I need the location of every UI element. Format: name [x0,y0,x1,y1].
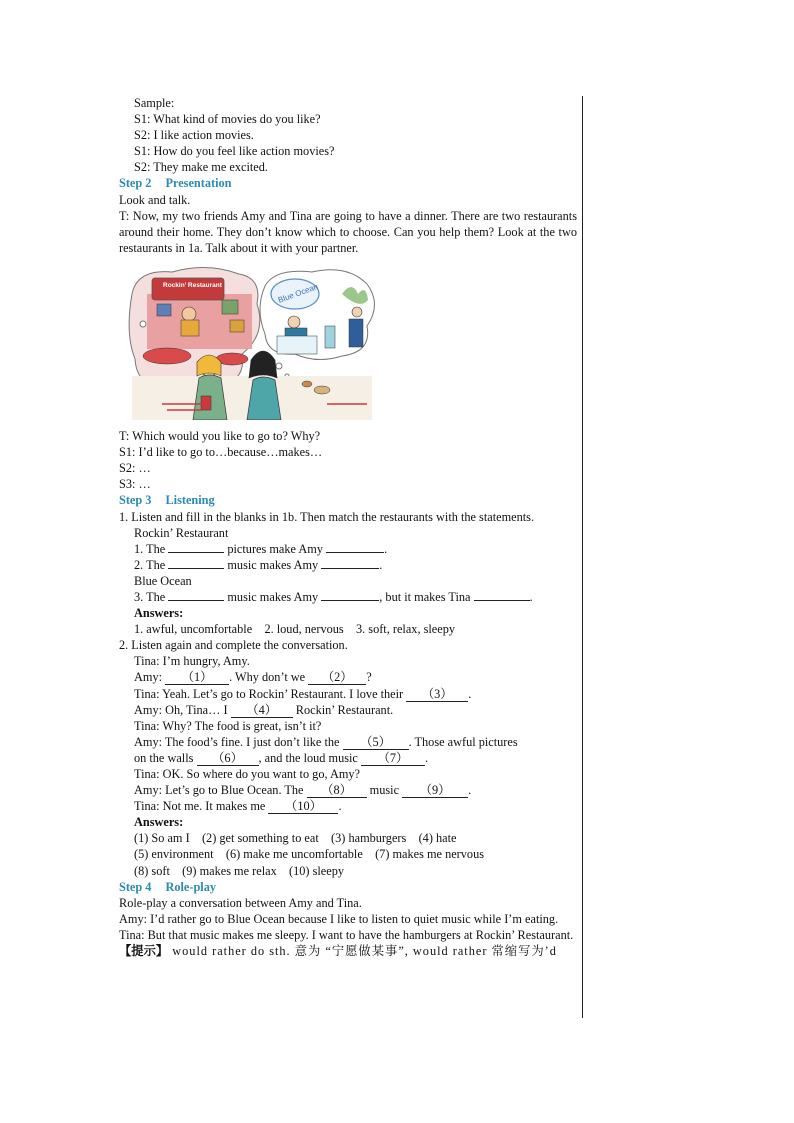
dialogue-line: S1: I’d like to go to…because…makes… [119,445,323,460]
conversation-line: Tina: OK. So where do you want to go, Amy? [134,767,361,781]
conversation-line: on the walls （6） , and the loud music （7） . [134,750,429,765]
step3-title: Listening [165,493,215,508]
step4-instruction: Role-play a conversation between Amy and Tina. [119,895,362,910]
conversation-line: Tina: Not me. It makes me （10） . [134,799,342,814]
blank-4: （4） [231,704,293,718]
blank-6: （6） [197,752,259,766]
answers-line: (1) So am I (2) get something to eat (3) hamburgers (4) hate [134,831,457,846]
fill-item-3: 3. The music makes Amy , but it makes Tina . [134,589,533,604]
step3-number: Step 3 [119,493,152,508]
blank-7: （7） [361,752,425,766]
sample-label: Sample: [134,96,175,110]
step2-number: Step 2 [119,176,152,191]
conversation-line: Tina: I’m hungry, Amy. [134,654,250,669]
task2-instruction: 2. Listen again and complete the conversation. [119,638,348,653]
conversation-line: Amy: The food’s fine. I just don’t like the （5） . Those awful pictures [134,734,518,749]
blank-10: （10） [268,800,338,814]
sample-line: S2: They make me excited. [134,160,268,175]
content-column [119,95,577,959]
dialogue-line: S3: … [119,477,151,492]
step4-number: Step 4 [119,879,152,894]
step4-heading [119,879,577,895]
answers-line: (5) environment (6) make me uncomfortable (7) makes me nervous [134,847,485,862]
dialogue-line: S2: … [119,461,151,476]
conversation-line: Amy: Let’s go to Blue Ocean. The （8） music （9） . [134,783,472,798]
blank-9: （9） [402,784,468,798]
step2-title: Presentation [165,176,232,191]
fill-item-1: 1. The pictures make Amy . [134,541,388,556]
sample-line: S1: How do you feel like action movies? [134,144,335,159]
tip-text: would rather do sth. 意为 “宁愿做某事”, would rather 常缩写为’d [168,944,557,959]
roleplay-line: Amy: I’d rather go to Blue Ocean because I like to listen to quiet music while I’m eating. [119,911,559,926]
blank-3: （3） [406,688,468,702]
column-rule [582,96,583,1018]
sign-blue-ocean: Blue Ocean [276,281,320,305]
blank-5: （5） [343,736,409,750]
step2-instruction: Look and talk. [119,192,191,207]
conversation-line: Amy: Oh, Tina… I （4） Rockin’ Restaurant. [134,702,394,717]
answers-line: (8) soft (9) makes me relax (10) sleepy [134,863,345,878]
roleplay-line: Tina: But that music makes me sleepy. I want to have the hamburgers at Rockin’ Restaurant. [119,927,574,942]
blank-8: （8） [307,784,367,798]
sample-line: S2: I like action movies. [134,128,254,143]
sign-rockin: Rockin’ Restaurant [163,281,222,289]
blank-1: （1） [165,671,229,685]
restaurant-name: Blue Ocean [134,573,192,588]
step2-paragraph: T: Now, my two friends Amy and Tina are going to have a dinner. There are two restaurants around their home. They don’t know which to choose. Can you help them? Look at the two restaurants in 1a. Talk about it with your partner. [119,208,577,255]
dialogue-line: T: Which would you like to go to? Why? [119,429,321,444]
conversation-line: Tina: Yeah. Let’s go to Rockin’ Restaurant. I love their （3） . [134,686,472,701]
step3-heading [119,492,577,508]
tip-line [119,943,577,959]
restaurants-illustration [127,264,377,420]
answers-text: 1. awful, uncomfortable 2. loud, nervous 3. soft, relax, sleepy [134,622,456,637]
answers-label: Answers: [134,815,184,830]
step4-title: Role-play [165,879,217,894]
tip-label: 【提示】 [119,944,169,959]
sample-line: S1: What kind of movies do you like? [134,112,321,127]
answers-label: Answers: [134,606,184,621]
conversation-line: Amy: （1） . Why don’t we （2） ? [134,670,372,685]
restaurant-name: Rockin’ Restaurant [134,525,229,540]
step2-heading [119,175,577,191]
fill-item-2: 2. The music makes Amy . [134,557,383,572]
conversation-line: Tina: Why? The food is great, isn’t it? [134,718,322,733]
task1-instruction: 1. Listen and fill in the blanks in 1b. Then match the restaurants with the statements. [119,509,535,524]
blank-2: （2） [308,671,366,685]
